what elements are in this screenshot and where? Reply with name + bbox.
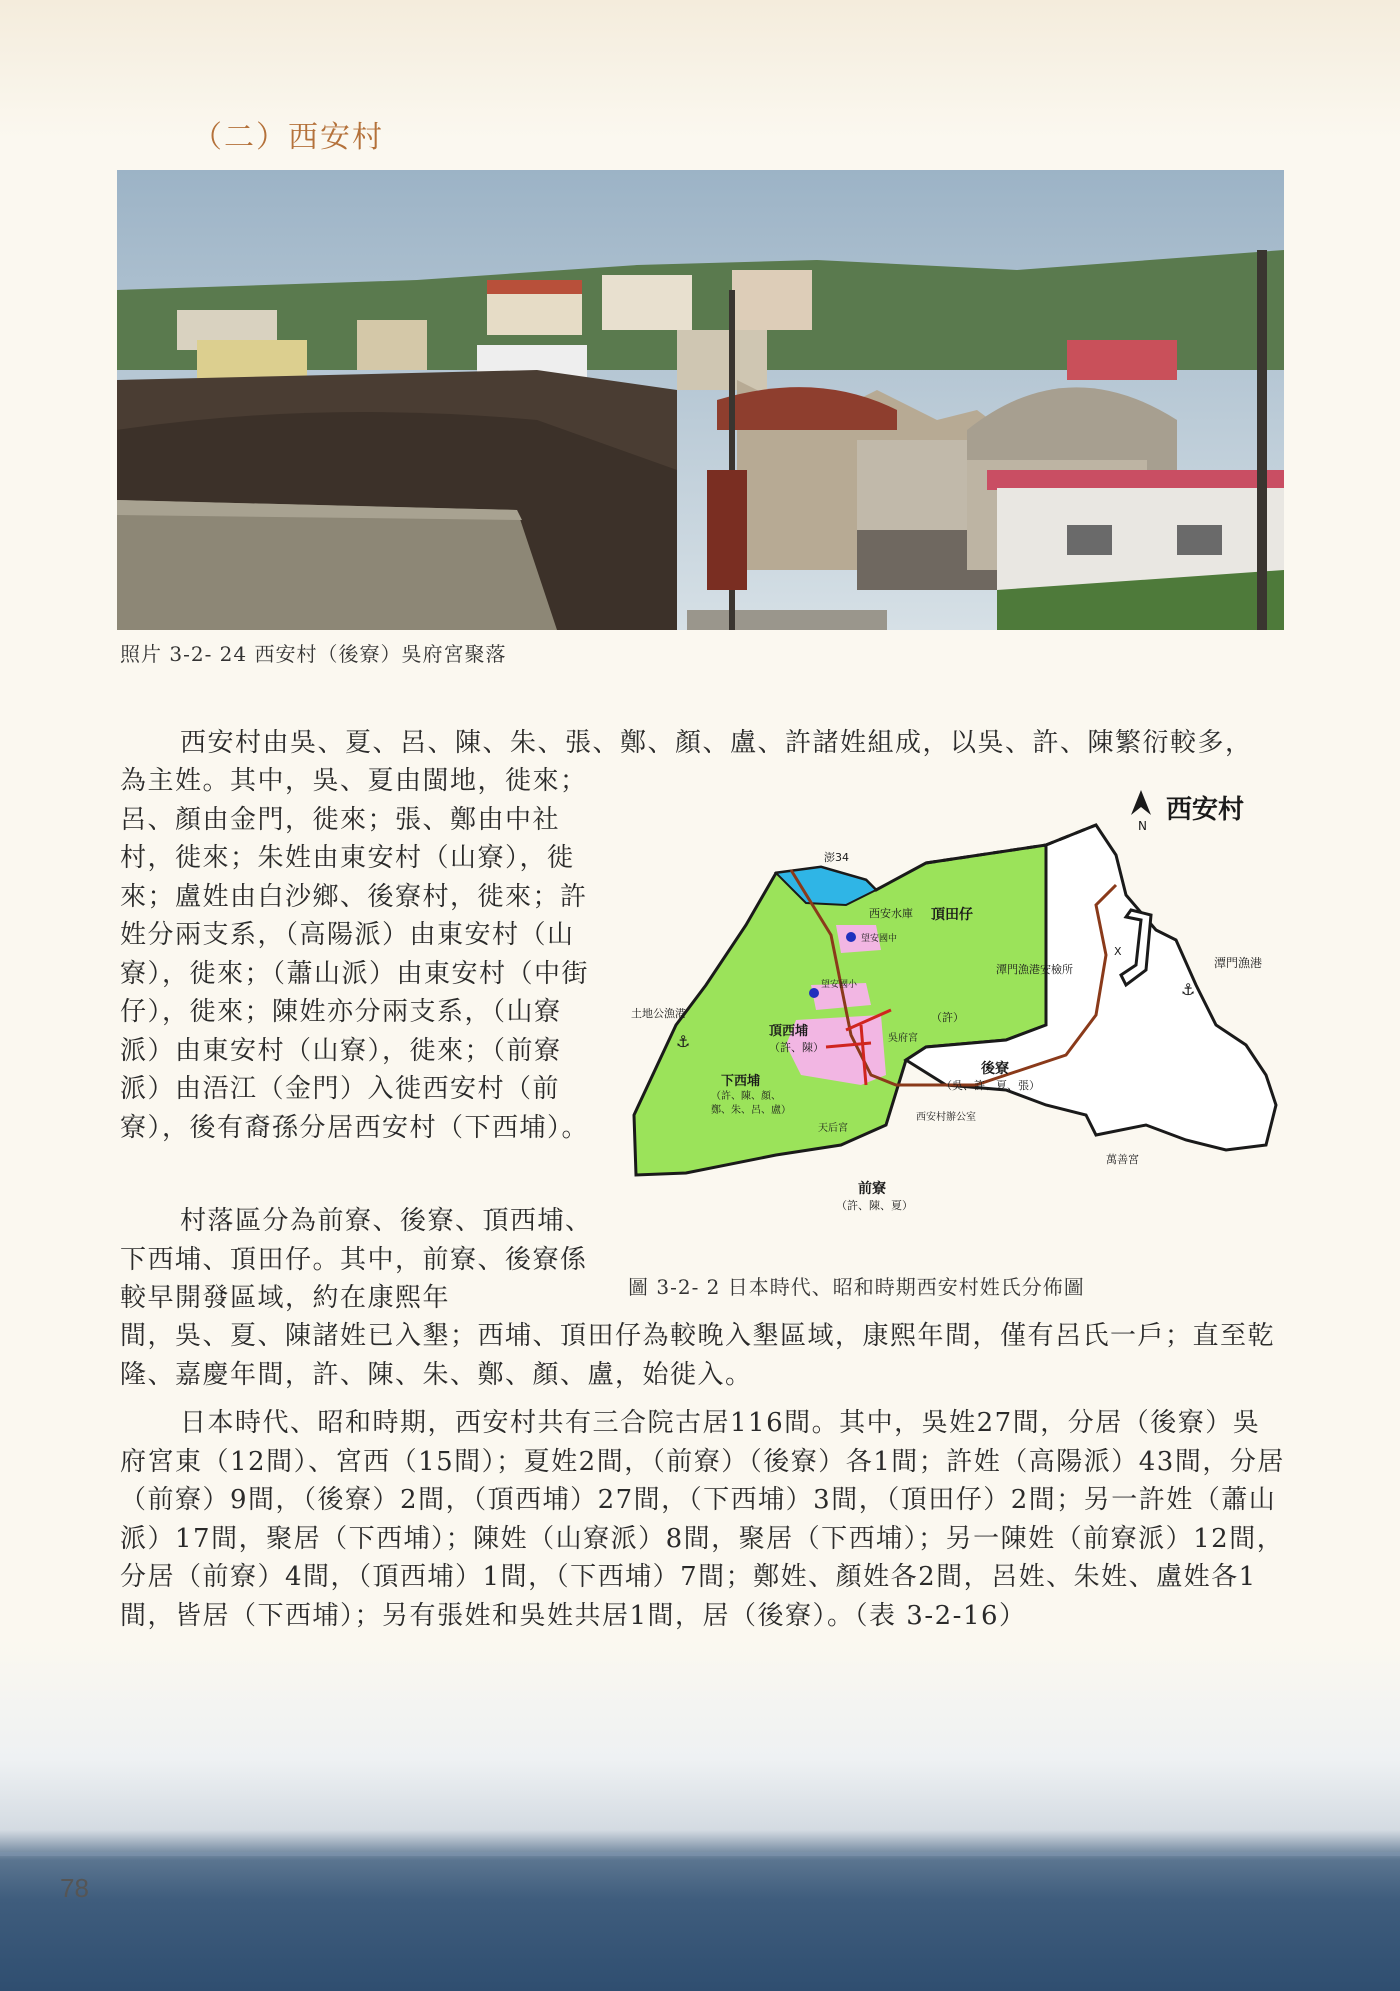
map-school2-label: 望安國小 bbox=[821, 980, 858, 990]
map-ding-xi-pu-names: （許、陳） bbox=[769, 1041, 824, 1054]
sea-horizon bbox=[0, 1852, 1400, 1856]
map-qian-liao-names: （許、陳、夏） bbox=[836, 1199, 913, 1212]
map-tianhou-temple-label: 天后宮 bbox=[818, 1123, 848, 1134]
section-title: （二）西安村 bbox=[192, 120, 384, 155]
map-xia-xi-pu-label: 下西埔 bbox=[721, 1074, 761, 1089]
harbor-anchor-icon: ⚓ bbox=[676, 1032, 691, 1051]
map-x-mark: X bbox=[1114, 945, 1122, 958]
paragraph-2-first: 村落區分為前寮、後寮、頂西埔、下西埔、頂田仔。其中，前寮、後寮係較早開發區域，約在康熙年 bbox=[120, 1206, 593, 1313]
map-tanmen-port-label: 潭門漁港 bbox=[1214, 956, 1263, 970]
map-ding-xi-pu-label: 頂西埔 bbox=[769, 1024, 809, 1039]
map-wufu-temple-label: 吳府宮 bbox=[888, 1033, 918, 1044]
map-title: 西安村 bbox=[1166, 795, 1245, 825]
map-earth-god-port-label: 土地公漁港 bbox=[631, 1007, 686, 1020]
map-village-office-label: 西安村辦公室 bbox=[916, 1112, 976, 1123]
map-route-label: 澎34 bbox=[824, 851, 849, 864]
map-qian-liao-label: 前寮 bbox=[858, 1181, 886, 1197]
map-wanshan-temple-label: 萬善宮 bbox=[1106, 1153, 1139, 1166]
map-reservoir-label: 西安水庫 bbox=[869, 907, 913, 920]
map-xia-xi-pu-names-1: （許、陳、顏、 bbox=[711, 1091, 781, 1102]
paragraph-2-rest: 間，吳、夏、陳諸姓已入墾；西埔、頂田仔為較晚入墾區域，康熙年間，僅有呂氏一戶；直至乾隆、嘉慶年間，許、陳、朱、鄭、顏、盧，始徙入。 bbox=[120, 1321, 1276, 1390]
map-ding-tian-zai-label: 頂田仔 bbox=[931, 907, 973, 923]
paragraph-1-first-line: 西安村由吳、夏、呂、陳、朱、張、鄭、顏、盧、許諸姓組成，以吳、許、陳繁衍較多， bbox=[180, 728, 1253, 758]
map-xia-xi-pu-names-2: 鄭、朱、呂、盧） bbox=[711, 1105, 791, 1116]
page-number: 78 bbox=[60, 1873, 89, 1903]
map-caption: 圖 3-2- 2 日本時代、昭和時期西安村姓氏分佈圖 bbox=[628, 1275, 1085, 1299]
map-north-label: N bbox=[1138, 819, 1147, 833]
map-hou-liao-label: 後寮 bbox=[981, 1061, 1009, 1077]
harbor-anchor-icon: ⚓ bbox=[1181, 980, 1196, 999]
surname-distribution-map bbox=[626, 785, 1286, 1215]
village-photo bbox=[117, 170, 1284, 630]
map-school-label: 望安國中 bbox=[861, 934, 898, 944]
paragraph-1-body: 為主姓。其中，吳、夏由閩地，徙來；呂、顏由金門，徙來；張、鄭由中社村，徙來；朱姓由東安村（山寮），徙來；盧姓由白沙鄉、後寮村，徙來；許姓分兩支系，（高陽派）由東安村（山寮），徙來；（蕭山派）由東安村（中街仔），徙來；陳姓亦分兩支系，（山寮派）由東安村（山寮），徙來；（前寮派）由浯江（金門）入徙西安村（前寮），後有裔孫分居西安村（下西埔）。 bbox=[120, 766, 590, 1143]
photo-caption: 照片 3-2- 24 西安村（後寮）吳府宮聚落 bbox=[120, 642, 507, 666]
paragraph-3: 日本時代、昭和時期，西安村共有三合院古居116間。其中，吳姓27間，分居（後寮）吳府宮東（12間）、宮西（15間）；夏姓2間，（前寮）（後寮）各1間；許姓（高陽派）43間，分居（前寮）9間，（後寮）2間，（頂西埔）27間，（下西埔）3間，（頂田仔）2間；另一許姓（蕭山派）17間，聚居（下西埔）；陳姓（山寮派）8間，聚居（下西埔）；另一陳姓（前寮派）12間，分居（前寮）4間，（頂西埔）1間，（下西埔）7間；鄭姓、顏姓各2間，呂姓、朱姓、盧姓各1間，皆居（下西埔）；另有張姓和吳姓共居1間，居（後寮）。（表 3-2-16） bbox=[120, 1408, 1285, 1631]
map-hou-liao-names: （吳、許、夏、張） bbox=[941, 1079, 1040, 1092]
map-xu-label: （許） bbox=[931, 1011, 964, 1024]
map-checkpoint-label: 潭門漁港安檢所 bbox=[996, 963, 1073, 976]
